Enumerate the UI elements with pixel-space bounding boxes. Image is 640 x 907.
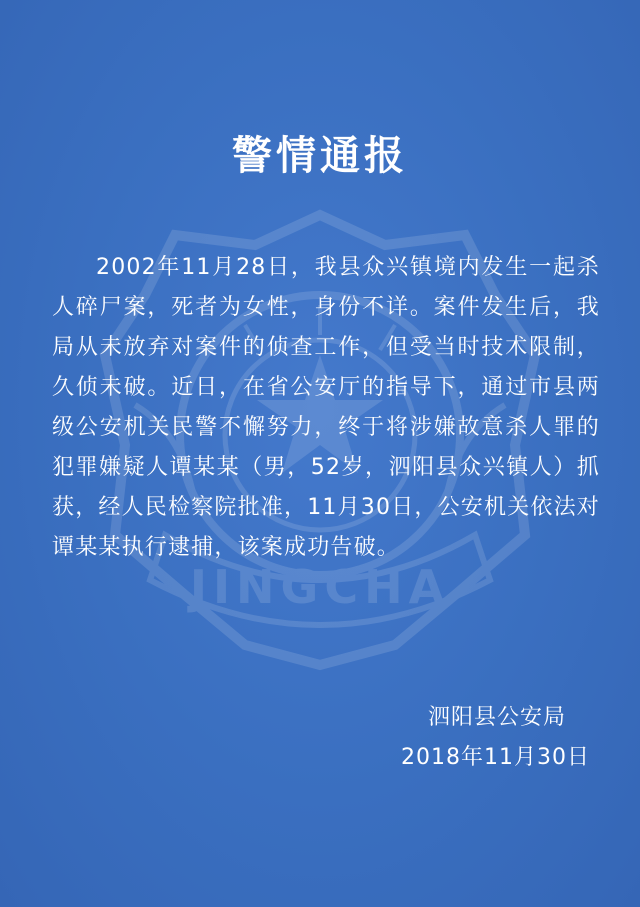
notice-title: 警情通报 — [232, 133, 408, 179]
signature-date: 2018年11月30日 — [401, 745, 590, 770]
svg-text:JINGCHA: JINGCHA — [189, 560, 451, 614]
signature-organization: 泗阳县公安局 — [427, 705, 566, 730]
signature-block — [330, 698, 590, 778]
notice-body: 2002年11月28日，我县众兴镇境内发生一起杀人碎尸案，死者为女性，身份不详。案件发生后，我局从未放弃对案件的侦查工作，但受当时技术限制，久侦未破。近日，在省公安厅的指导下，通过市县两级公安机关民警不懈努力，终于将涉嫌故意杀人罪的犯罪嫌疑人谭某某（男，52岁，泗阳县众兴镇人）抓获，经人民检察院批准，11月30日，公安机关依法对谭某某执行逮捕，该案成功告破。 — [52, 255, 600, 560]
